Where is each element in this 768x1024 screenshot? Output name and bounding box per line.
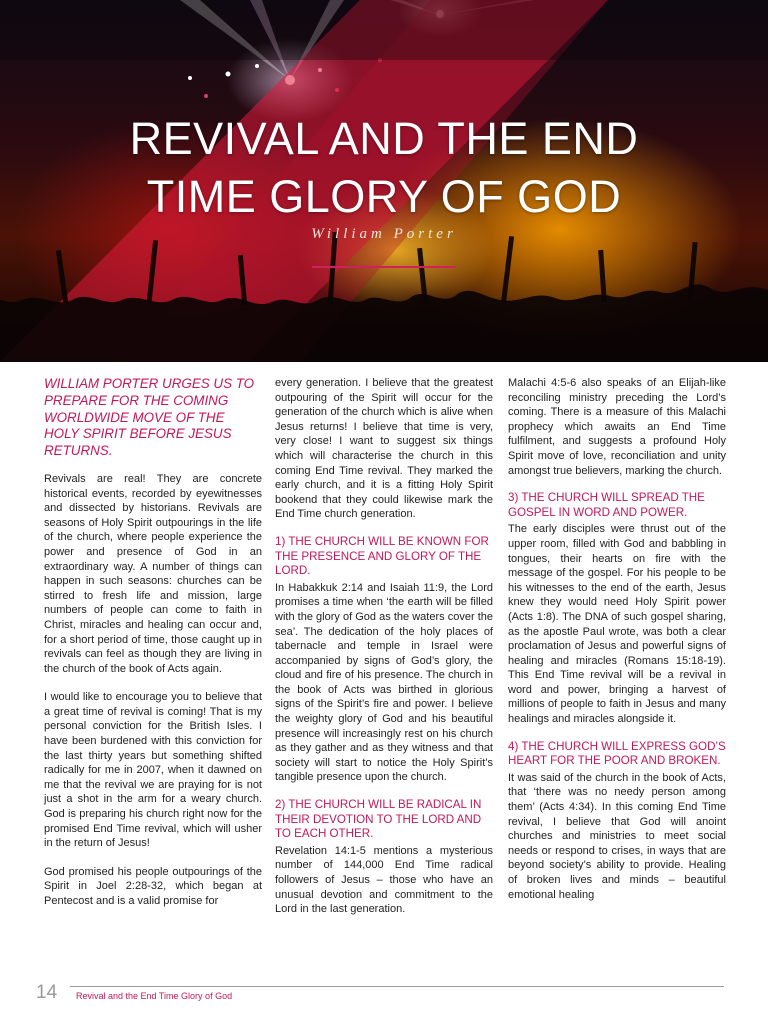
page-number: 14 bbox=[36, 982, 58, 1003]
paragraph: Malachi 4:5-6 also speaks of an Elijah-like reconciling ministry preceding the Lord’s coming. There is a measure of this Malachi prophecy which awaits an End Time fulfilment, and suggests a profound Holy Spirit move of love, reconciliation and unity amongst true believers, marking the church. bbox=[508, 377, 726, 477]
paragraph: God promised his people outpourings of the Spirit in Joel 2:28-32, which began at Pentecost and is a valid promise for bbox=[44, 865, 262, 908]
paragraph: Revivals are real! They are concrete historical events, recorded by eyewitnesses and dissected by historians. Revivals are seasons of Holy Spirit outpourings in the life of the church, where people experience the power and presence of God in an extraordinary way. A number of things can happen in such seasons: churches can be stirred to fresh life and mission, large numbers of people can come to faith in Christ, miracles and healing can occur and, for a short period of time, those caught up in revivals can feel as though they are living in the church of the book of Acts again. bbox=[44, 472, 262, 675]
text-column-3 bbox=[508, 376, 726, 902]
article-title-line-2: TIME GLORY OF GOD bbox=[146, 171, 622, 222]
article-title-line-1: REVIVAL AND THE END bbox=[129, 113, 639, 164]
article-title bbox=[0, 110, 768, 226]
paragraph: I would like to encourage you to believe that a great time of revival is coming! That is my personal conviction for the British Isles. I have been burdened with this conviction for the last thirty years but something shifted radically for me in 2007, when it dawned on me that the revival we are praying for is not just a shot in the arm for a weary church. God is preparing his church right now for the promised End Time revival, which will usher in the return of Jesus! bbox=[44, 691, 262, 850]
paragraph: It was said of the church in the book of Acts, that ‘there was no needy person among them’ (Acts 4:34). In this coming End Time revival, I believe that God will anoint churches and ministries to meet social needs or respond to crises, in ways that are beyond society’s ability to provide. Healing of broken lives and minds – beautiful emotional healing bbox=[508, 771, 726, 901]
text-column-2 bbox=[275, 376, 493, 917]
running-head: Revival and the End Time Glory of God bbox=[76, 991, 233, 1001]
paragraph: Revelation 14:1-5 mentions a mysterious number of 144,000 End Time radical followers of Jesus – those who have an unusual devotion and commitment to the Lord in the last generation. bbox=[275, 844, 493, 916]
paragraph: The early disciples were thrust out of the upper room, filled with God and babbling in tongues, their hearts on fire with the message of the gospel. For his people to be his witnesses to the end of the earth, Jesus knew they would need Holy Spirit power (Acts 1:8). The DNA of such gospel sharing, as the apostle Paul wrote, was both a clear proclamation of Jesus and powerful signs of healing and miracles (Romans 15:18-19). This End Time revival will be a revival in word and power, bringing a harvest of millions of people to faith in Jesus and many healings and miracles alongside it. bbox=[508, 523, 726, 726]
title-divider bbox=[312, 266, 456, 268]
section-heading-3: 3) THE CHURCH WILL SPREAD THE GOSPEL IN WORD AND POWER. bbox=[508, 491, 705, 519]
section-heading-4: 4) THE CHURCH WILL EXPRESS GOD’S HEART FOR THE POOR AND BROKEN. bbox=[508, 739, 726, 768]
author-byline: William Porter bbox=[311, 226, 457, 242]
footer-divider bbox=[70, 986, 724, 987]
paragraph: In Habakkuk 2:14 and Isaiah 11:9, the Lord promises a time when ‘the earth will be filled with the glory of God as the waters cover the sea’. The dedication of the holy places of tabernacle and temple in Israel were accompanied by signs of God’s glory, the cloud and fire of his presence. The church in the book of Acts was birthed in glorious signs of the Spirit’s fire and power. I believe the weighty glory of God and his beautiful presence will increasingly rest on his church as they gather and as they witness and that society will start to notice the Holy Spirit’s tangible presence upon the church. bbox=[275, 581, 493, 784]
paragraph: every generation. I believe that the greatest outpouring of the Spirit will occur for the generation of the church which is alive when Jesus returns! I believe that time is very, very close! I want to suggest six things which will characterise the church in this coming End Time revival. They marked the early church, and it is a fitting Holy Spirit bookend that they could likewise mark the End Time church generation. bbox=[275, 377, 493, 521]
hero-banner bbox=[0, 0, 768, 362]
text-column-1 bbox=[44, 376, 262, 909]
section-heading-2: 2) THE CHURCH WILL BE RADICAL IN THEIR DEVOTION TO THE LORD AND TO EACH OTHER. bbox=[275, 798, 482, 841]
standfirst: WILLIAM PORTER URGES US TO PREPARE FOR THE COMING WORLDWIDE MOVE OF THE HOLY SPIRIT BEFORE JESUS RETURNS. bbox=[44, 376, 255, 459]
section-heading-1: 1) THE CHURCH WILL BE KNOWN FOR THE PRESENCE AND GLORY OF THE LORD. bbox=[275, 534, 489, 578]
